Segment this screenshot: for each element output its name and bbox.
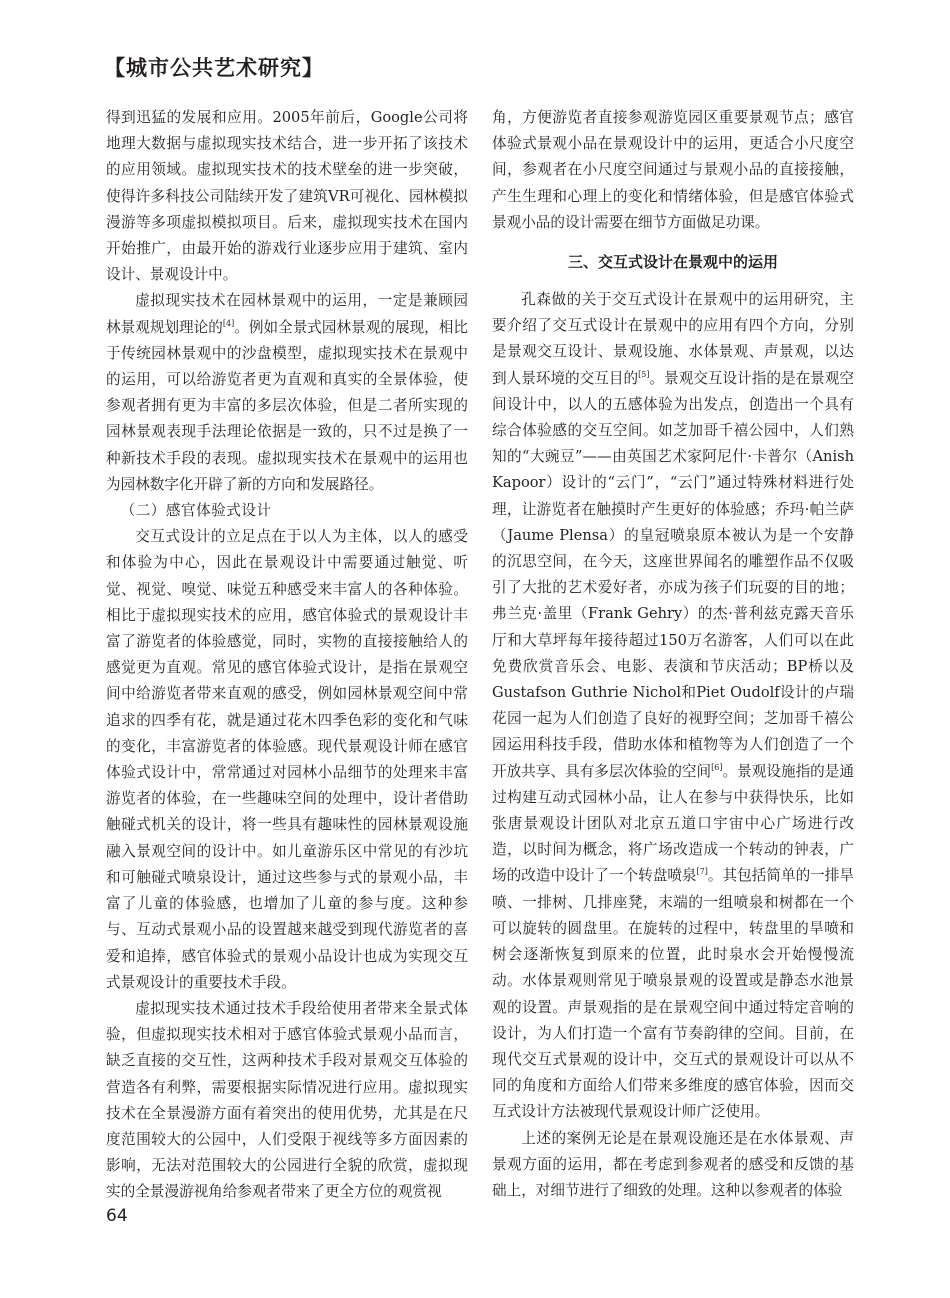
- paragraph: 虚拟现实技术通过技术手段给使用者带来全景式体验，但虚拟现实技术相对于感官体验式景观小品而言，缺乏直接的交互性，这两种技术手段对景观交互体验的营造各有利弊，需要根据实际情况进行应用。虚拟现实技术在全景漫游方面有着突出的使用优势，尤其是在尺度范围较大的公园中，人们受限于视线等多方面因素的影响，无法对范围较大的公园进行全貌的欣赏，虚拟现实的全景漫游视角给参观者带来了更全方位的观赏视: [106, 999, 468, 1201]
- paragraph-text: 。景观交互设计指的是在景观空间设计中，以人的五感体验为出发点，创造出一个具有综合体验感的交互空间。如芝加哥千禧公园中，人们熟知的“大豌豆”——由英国艺术家阿尼什·卡普尔（Anish Kapoor）设计的“云门”，“云门”通过特殊材料进行处理，让游览者在触摸时产生更好的体验感；乔玛·帕兰萨（Jaume Plensa）的皇冠喷泉原本被认为是一个安静的沉思空间，在今天，这座世界闻名的雕塑作品不仅吸引了大批的艺术爱好者，亦成为孩子们玩耍的目的地；弗兰克·盖里（Frank Gehry）的杰·普利兹克露天音乐厅和大草坪每年接待超过150万名游客，人们可以在此免费欣赏音乐会、电影、表演和节庆活动；BP桥以及Gustafson Guthrie Nichol和Piet Oudolf设计的卢瑞花园一起为人们创造了良好的视野空间；芝加哥千禧公园运用科技手段，借助水体和植物等为人们创造了一个开放共享、具有多层次体验的空间: [492, 369, 854, 780]
- paragraph: 上述的案例无论是在景观设施还是在水体景观、声景观方面的运用，都在考虑到参观者的感受和反馈的基础上，对细节进行了细致的处理。这种以参观者的体验: [492, 1129, 854, 1199]
- citation-ref: [6]: [711, 762, 723, 772]
- citation-ref: [5]: [638, 369, 650, 379]
- paragraph-text: 。其包括简单的一排旱喷、一排树、几排座凳，末端的一组喷泉和树都在一个可以旋转的圆盘里。在旋转的过程中，转盘里的旱喷和树会逐渐恢复到原来的位置，此时泉水会开始慢慢流动。水体景观则常见于喷泉景观的设置或是静态水池景观的设置。声景观指的是在景观空间中通过特定音响的设计，为人们打造一个富有节奏韵律的空间。目前，在现代交互式景观的设计中，交互式的景观设计可以从不同的角度和方面给人们带来多维度的感官体验，因而交互式设计方法被现代景观设计师广泛使用。: [492, 867, 854, 1121]
- subsection-heading: （二）感官体验式设计: [120, 502, 272, 520]
- paragraph: 角，方便游览者直接参观游览园区重要景观节点；感官体验式景观小品在景观设计中的运用，更适合小尺度空间，参观者在小尺度空间通过与景观小品的直接接触，产生生理和心理上的变化和情绪体验，但是感官体验式景观小品的设计需要在细节方面做足功课。: [492, 109, 854, 231]
- paragraph-text: 孔森做的关于交互式设计在景观中的运用研究，主要介绍了交互式设计在景观中的应用有四个方向，分别是景观交互设计、景观设施、水体景观、声景观，以达到人景环境的交互目的: [492, 291, 854, 387]
- paragraph: 得到迅猛的发展和应用。2005年前后，Google公司将地理大数据与虚拟现实技术结合，进一步开拓了该技术的应用领域。虚拟现实技术的技术壁垒的进一步突破，使得许多科技公司陆续开发了建筑VR可视化、园林模拟漫游等多项虚拟模拟项目。后来，虚拟现实技术在国内开始推广，由最开始的游戏行业逐步应用于建筑、室内设计、景观设计中。: [106, 109, 468, 284]
- section-heading: 三、交互式设计在景观中的运用: [567, 253, 778, 272]
- paragraph-text: 虚拟现实技术在园林景观中的运用，一定是兼顾园林景观规划理论的: [106, 292, 468, 336]
- right-column: [492, 105, 854, 1204]
- page-number: 64: [106, 1206, 128, 1226]
- citation-ref: [7]: [696, 867, 708, 877]
- left-column: [106, 105, 468, 1206]
- paragraph: [106, 288, 468, 498]
- citation-ref: [4]: [222, 318, 235, 328]
- paragraph: 交互式设计的立足点在于以人为主体，以人的感受和体验为中心，因此在景观设计中需要通过触觉、听觉、视觉、嗅觉、味觉五种感受来丰富人的各种体验。相比于虚拟现实技术的应用，感官体验式的景观设计丰富了游览者的体验感觉，同时，实物的直接接触给人的感觉更为直观。常见的感官体验式设计，是指在景观空间中给游览者带来直观的感受，例如园林景观空间中常追求的四季有花，就是通过花木四季色彩的变化和气味的变化，丰富游览者的体验感。现代景观设计师在感官体验式设计中，常常通过对园林小品细节的处理来丰富游览者的体验，在一些趣味空间的处理中，设计者借助触碰式机关的设计，将一些具有趣味性的园林景观设施融入景观空间的设计中。如儿童游乐区中常见的有沙坑和可触碰式喷泉设计，通过这些参与式的景观小品，丰富了儿童的体验感，也增加了儿童的参与度。这种参与、互动式景观小品的设置越来越受到现代游览者的喜爱和追捧，感官体验式的景观小品设计也成为实现交互式景观设计的重要技术手段。: [106, 528, 468, 991]
- paragraph: [492, 287, 854, 1126]
- journal-section-header: 【城市公共艺术研究】: [104, 56, 324, 80]
- paragraph-text: 。例如全景式园林景观的展现，相比于传统园林景观中的沙盘模型，虚拟现实技术在景观中的运用，可以给游览者更为直观和真实的全景体验，使参观者拥有更为丰富的多层次体验，但是二者所实现的园林景观表现手法理论依据是一致的，只不过是换了一种新技术手段的表现。虚拟现实技术在景观中的运用也为园林数字化开辟了新的方向和发展路径。: [106, 318, 468, 493]
- paragraph-text: 。景观设施指的是通过构建互动式园林小品，让人在参与中获得快乐，比如张唐景观设计团队对北京五道口宇宙中心广场进行改造，以时间为概念，将广场改造成一个转动的钟表，广场的改造中设计了一个转盘喷泉: [492, 762, 854, 885]
